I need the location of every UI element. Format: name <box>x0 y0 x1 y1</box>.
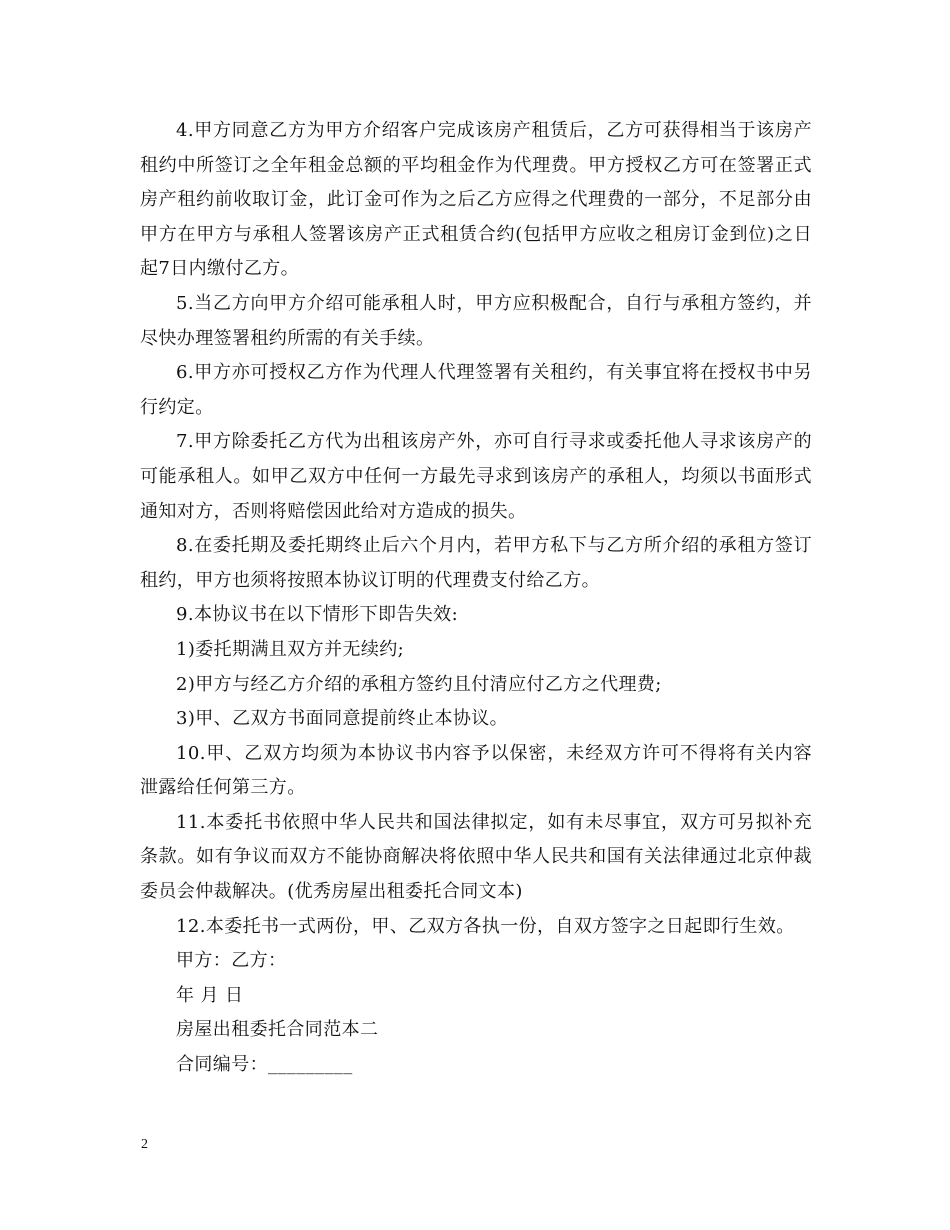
clause-9-item-2: 2)甲方与经乙方介绍的承租方签约且付清应付乙方之代理费; <box>176 673 662 695</box>
contract-number-line: 合同编号：_________ <box>176 1054 353 1076</box>
clause-4-paragraph: 4.甲方同意乙方为甲方介绍客户完成该房产租赁后，乙方可获得相当于该房产租约中所签订之全年租金总额的平均租金作为代理费。甲方授权乙方可在签署正式房产租约前收取订金，此订金可作为之后乙方应得之代理费的一部分，不足部分由甲方在甲方与承租人签署该房产正式租赁合约(包括甲方应收之租房订金到位)之日起7日内缴付乙方。 <box>140 120 812 280</box>
page-number: 2 <box>141 1137 148 1152</box>
clause-9-item-1: 1)委托期满且双方并无续约; <box>176 638 405 660</box>
clause-12-paragraph: 12.本委托书一式两份，甲、乙双方各执一份，自双方签字之日起即行生效。 <box>176 915 795 937</box>
clause-10-paragraph: 10.甲、乙双方均须为本协议书内容予以保密，未经双方许可不得将有关内容泄露给任何第三方。 <box>140 742 812 799</box>
date-line: 年 月 日 <box>176 984 244 1006</box>
party-signature-line: 甲方：乙方： <box>176 950 287 972</box>
document-body <box>140 114 812 1083</box>
clause-6-paragraph: 6.甲方亦可授权乙方作为代理人代理签署有关租约，有关事宜将在授权书中另行约定。 <box>140 362 812 418</box>
clause-11-paragraph: 11.本委托书依照中华人民共和国法律拟定，如有未尽事宜，双方可另拟补充条款。如有争议而双方不能协商解决将依照中华人民共和国有关法律通过北京仲裁委员会仲裁解决。(优秀房屋出租委托合同文本) <box>140 811 812 903</box>
clause-5-paragraph: 5.当乙方向甲方介绍可能承租人时，甲方应积极配合，自行与承租方签约，并尽快办理签署租约所需的有关手续。 <box>140 292 812 349</box>
contract-template-title: 房屋出租委托合同范本二 <box>176 1019 379 1041</box>
clause-7-paragraph: 7.甲方除委托乙方代为出租该房产外，亦可自行寻求或委托他人寻求该房产的可能承租人。如甲乙双方中任何一方最先寻求到该房产的承租人，均须以书面形式通知对方，否则将赔偿因此给对方造成的损失。 <box>140 431 812 522</box>
clause-8-paragraph: 8.在委托期及委托期终止后六个月内，若甲方私下与乙方所介绍的承租方签订租约，甲方也须将按照本协议订明的代理费支付给乙方。 <box>140 535 812 591</box>
clause-9-paragraph: 9.本协议书在以下情形下即告失效: <box>176 604 459 626</box>
clause-9-item-3: 3)甲、乙双方书面同意提前终止本协议。 <box>176 708 509 730</box>
